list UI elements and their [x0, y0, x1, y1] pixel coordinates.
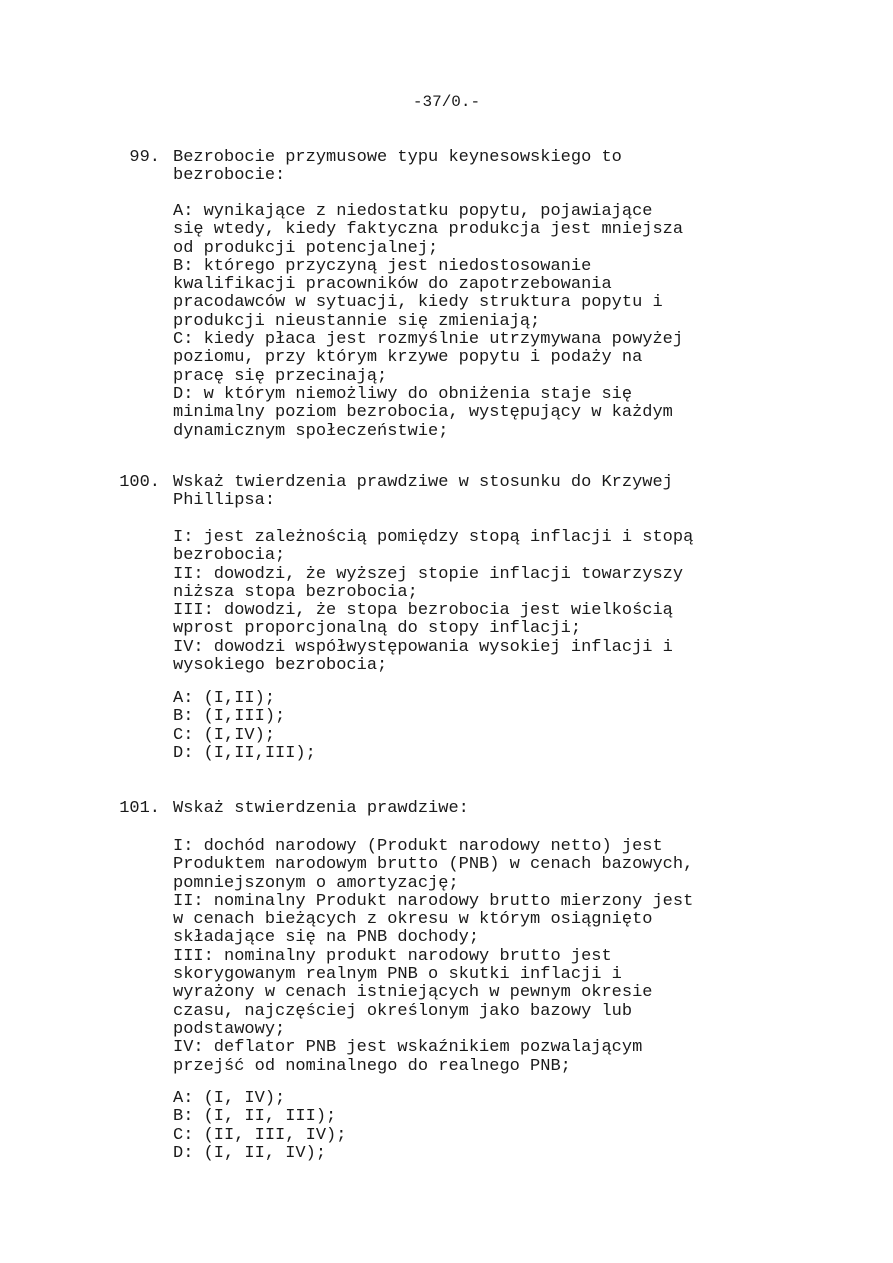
- question-stem: [173, 800, 753, 818]
- statements: [173, 838, 753, 1076]
- option-line: się wtedy, kiedy faktyczna produkcja jest mniejsza: [173, 220, 684, 240]
- option-line: C: (I,IV);: [173, 725, 276, 745]
- statement-line: IV: deflator PNB jest wskaźnikiem pozwalającym: [173, 1038, 643, 1058]
- statement-line: Produktem narodowym brutto (PNB) w cenach bazowych,: [173, 855, 694, 875]
- statement-line: wprost proporcjonalną do stopy inflacji;: [173, 619, 582, 639]
- option-line: od produkcji potencjalnej;: [173, 238, 439, 258]
- question-number: 100.: [119, 473, 160, 492]
- statement-line: III: dowodzi, że stopa bezrobocia jest wielkością: [173, 601, 673, 621]
- option-line: C: kiedy płaca jest rozmyślnie utrzymywana powyżej: [173, 330, 684, 350]
- statement-line: I: dochód narodowy (Produkt narodowy netto) jest: [173, 837, 663, 856]
- answer-options: [173, 203, 753, 441]
- option-line: B: którego przyczyną jest niedostosowanie: [173, 256, 592, 276]
- question-stem: [173, 474, 753, 511]
- statement-line: przejść od nominalnego do realnego PNB;: [173, 1056, 571, 1076]
- option-line: poziomu, przy którym krzywe popytu i podaży na: [173, 348, 643, 368]
- statement-line: składające się na PNB dochody;: [173, 928, 480, 948]
- statement-line: bezrobocia;: [173, 546, 286, 566]
- statement-line: I: jest zależnością pomiędzy stopą inflacji i stopą: [173, 528, 694, 547]
- option-line: A: (I,II);: [173, 689, 276, 708]
- option-line: minimalny poziom bezrobocia, występujący w każdym: [173, 403, 673, 423]
- statement-line: w cenach bieżących z okresu w którym osiągnięto: [173, 910, 653, 930]
- statement-line: II: nominalny Produkt narodowy brutto mierzony jest: [173, 891, 694, 911]
- option-line: dynamicznym społeczeństwie;: [173, 421, 449, 441]
- option-line: C: (II, III, IV);: [173, 1125, 347, 1145]
- question-stem: [173, 149, 753, 186]
- option-line: A: (I, IV);: [173, 1089, 286, 1108]
- statements: [173, 529, 753, 675]
- option-line: kwalifikacji pracowników do zapotrzebowania: [173, 275, 612, 295]
- option-line: A: wynikające z niedostatku popytu, pojawiające: [173, 202, 653, 221]
- statement-line: czasu, najczęściej określonym jako bazowy lub: [173, 1001, 633, 1021]
- statement-line: II: dowodzi, że wyższej stopie inflacji towarzyszy: [173, 564, 684, 584]
- stem-line: Wskaż twierdzenia prawdziwe w stosunku do Krzywej: [173, 473, 673, 492]
- answer-options: [173, 1090, 753, 1163]
- option-line: pracodawców w sytuacji, kiedy struktura popytu i: [173, 293, 663, 313]
- answer-options: [173, 690, 753, 763]
- option-line: produkcji nieustannie się zmieniają;: [173, 311, 541, 331]
- statement-line: IV: dowodzi współwystępowania wysokiej inflacji i: [173, 637, 673, 657]
- statement-line: podstawowy;: [173, 1019, 286, 1039]
- stem-line: Bezrobocie przymusowe typu keynesowskiego to: [173, 148, 622, 167]
- option-line: B: (I, II, III);: [173, 1107, 337, 1127]
- statement-line: III: nominalny produkt narodowy brutto jest: [173, 946, 612, 966]
- statement-line: wyrażony w cenach istniejących w pewnym okresie: [173, 983, 653, 1003]
- option-line: B: (I,III);: [173, 707, 286, 727]
- question-number: 101.: [119, 799, 160, 818]
- option-line: D: w którym niemożliwy do obniżenia staje się: [173, 384, 633, 404]
- stem-line: bezrobocie:: [173, 166, 286, 186]
- stem-line: Phillipsa:: [173, 491, 276, 511]
- option-line: D: (I,II,III);: [173, 743, 316, 763]
- page-number: -37/0.-: [412, 93, 481, 111]
- statement-line: skorygowanym realnym PNB o skutki inflacji i: [173, 965, 622, 985]
- statement-line: wysokiego bezrobocia;: [173, 656, 388, 676]
- stem-line: Wskaż stwierdzenia prawdziwe:: [173, 799, 469, 818]
- question-number: 99.: [129, 148, 160, 167]
- statement-line: pomniejszonym o amortyzację;: [173, 873, 459, 893]
- option-line: pracę się przecinają;: [173, 366, 388, 386]
- statement-line: niższa stopa bezrobocia;: [173, 582, 418, 602]
- option-line: D: (I, II, IV);: [173, 1143, 327, 1163]
